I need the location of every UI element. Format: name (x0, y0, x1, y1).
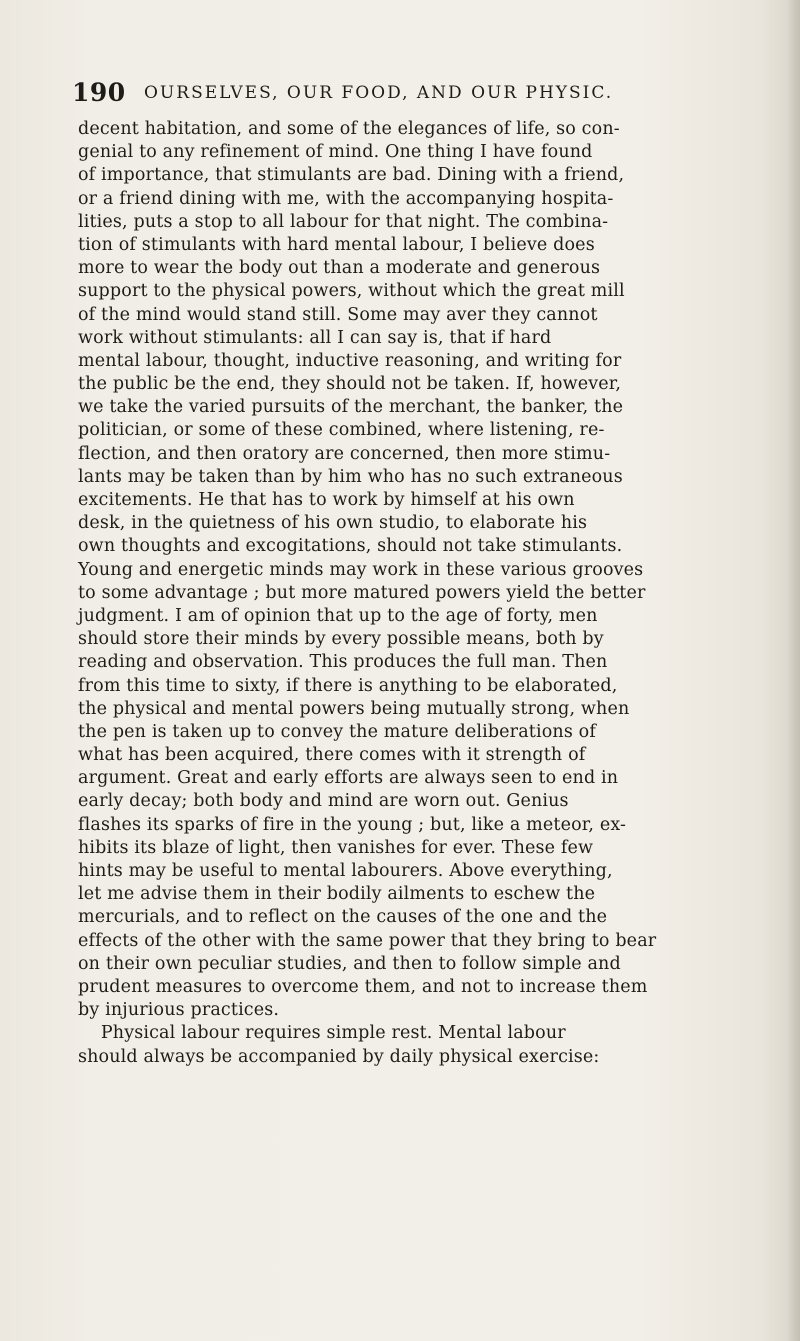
text-line: reading and observation. This produces the full man. Then (78, 652, 608, 673)
text-line: more to wear the body out than a moderate and generous (78, 258, 601, 279)
text-line: or a friend dining with me, with the accompanying hospita- (78, 188, 614, 209)
text-line: should always be accompanied by daily physical exercise: (78, 1046, 600, 1067)
text-line: hibits its blaze of light, then vanishes for ever. These few (78, 837, 594, 858)
text-line: prudent measures to overcome them, and not to increase them (78, 976, 648, 997)
text-line: work without stimulants: all I can say is, that if hard (78, 327, 552, 348)
text-line: politician, or some of these combined, where listening, re- (78, 420, 605, 441)
page-number: 190 (72, 78, 126, 107)
text-line: desk, in the quietness of his own studio, to elaborate his (78, 513, 588, 534)
text-line: support to the physical powers, without which the great mill (78, 281, 625, 302)
text-line: lities, puts a stop to all labour for that night. The combina- (78, 211, 609, 232)
text-line: the public be the end, they should not be taken. If, however, (78, 374, 622, 395)
paragraph-start-line: Physical labour requires simple rest. Mental labour (78, 1023, 566, 1044)
body-text (78, 118, 778, 1069)
text-line: the physical and mental powers being mutually strong, when (78, 698, 630, 719)
text-line: let me advise them in their bodily ailments to eschew the (78, 884, 596, 905)
text-line: Young and energetic minds may work in these various grooves (78, 559, 644, 580)
running-head (72, 78, 772, 118)
text-line: from this time to sixty, if there is anything to be elaborated, (78, 675, 618, 696)
text-line: of importance, that stimulants are bad. Dining with a friend, (78, 165, 625, 186)
text-line: by injurious practices. (78, 1000, 280, 1021)
text-line: effects of the other with the same power that they bring to bear (78, 930, 657, 951)
text-line: to some advantage ; but more matured powers yield the better (78, 582, 646, 603)
text-line: mercurials, and to reflect on the causes of the one and the (78, 907, 608, 928)
text-line: judgment. I am of opinion that up to the age of forty, men (78, 605, 598, 626)
page-edge-shadow (786, 0, 800, 1341)
text-line: the pen is taken up to convey the mature deliberations of (78, 721, 596, 742)
running-title: OURSELVES, OUR FOOD, AND OUR PHYSIC. (144, 83, 614, 103)
text-line: decent habitation, and some of the elegances of life, so con- (78, 119, 620, 139)
text-line: flashes its sparks of fire in the young ; but, like a meteor, ex- (78, 814, 627, 835)
text-line: own thoughts and excogitations, should not take stimulants. (78, 536, 623, 557)
text-line: we take the varied pursuits of the merchant, the banker, the (78, 397, 624, 418)
text-line: excitements. He that has to work by himself at his own (78, 490, 575, 510)
text-line: should store their minds by every possible means, both by (78, 629, 604, 650)
text-line: early decay; both body and mind are worn out. Genius (78, 791, 569, 812)
text-line: lants may be taken than by him who has no such extraneous (78, 466, 623, 487)
text-line: genial to any refinement of mind. One thing I have found (78, 142, 593, 163)
text-line: what has been acquired, there comes with it strength of (78, 745, 586, 766)
text-line: on their own peculiar studies, and then to follow simple and (78, 953, 621, 974)
text-line: hints may be useful to mental labourers. Above everything, (78, 861, 613, 881)
text-line: mental labour, thought, inductive reasoning, and writing for (78, 350, 622, 371)
text-line: of the mind would stand still. Some may aver they cannot (78, 304, 598, 325)
text-line: argument. Great and early efforts are always seen to end in (78, 768, 619, 789)
text-line: flection, and then oratory are concerned, then more stimu- (78, 443, 611, 464)
text-line: tion of stimulants with hard mental labour, I believe does (78, 234, 595, 255)
